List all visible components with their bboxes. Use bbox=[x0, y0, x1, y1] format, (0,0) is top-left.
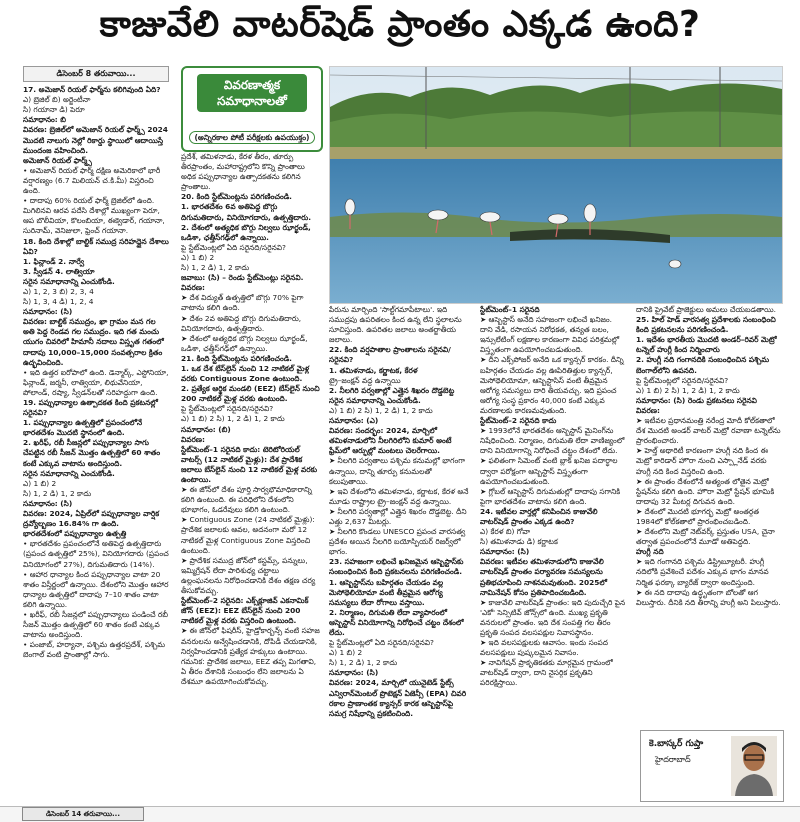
col1-line-7: • దాదాపు 60% రియల్ ఫార్మ్ బ్రెజిల్‌లో ఉంది. మిగిలినవి ఆరవ పదేసి దేశాల్లో ముఖ్యంగా పెరూ, ఆప బొలీవియా, కొలంబియా, ఈక్వెడార్, గయానా, సురినామ్, వెనిజులా, ఫ్రెంచ్ గయానా. bbox=[23, 196, 165, 236]
col3-line-10: ➤ ఇవి దేశంలోని తమిళనాడు, కర్ణాటక, కేరళ అనే మూడు రాష్ట్రాల ట్రై–జంక్షన్ వద్ద ఉన్నాయి. bbox=[329, 486, 469, 506]
col2-line-24: ➤ ఈ జోన్‌లో ఫిషరీస్, హైడ్రోకార్బన్స్ వంటి సహజ వనరులను అన్వేషించడానికి, దోపిడీ చేయడానికి, నిర్వహించడానికి ప్రత్యేక హక్కులు ఉంటాయి. bbox=[181, 626, 320, 656]
col1-line-5: అమెజాన్ రియల్ ఫార్మ్స్ bbox=[23, 155, 92, 165]
col1-line-13: సి) 1, 3, 4 డి) 1, 2, 4 bbox=[23, 297, 94, 307]
col1-line-1: ఎ) బ్రెజిల్ బి) అర్జెంటీనా bbox=[23, 95, 91, 105]
col1-line-15: వివరణ: బాల్టిక్ సముద్రం, ఖా గ్రామం మన గల అతి పెద్ద రెండవ గల సముద్రం. ఇది గత మంచు యుగం చివరిలో హిమానీ నదాలు విస్తృత గతంలో దాదాపు 10,000–15,000 సంవత్సరాల క్రితం ఉద్భవించింది. bbox=[23, 317, 164, 367]
col2-line-14: 2. ప్రత్యేక ఆర్థిక మండలి (EEZ) బేస్‌లైన్ నుంచి 200 నాటికల్ మైళ్ల వరకు ఉంటుంది. bbox=[181, 384, 320, 404]
col4-line-14: ➤ నావిగేషన్ ప్రాకృతికతకు మార్గమైన గ్రామంలో వాటర్‌షెడ్ ద్వారా, దాని నైసర్గిక ప్రకృతిని పరిరక్షిస్తాయి. bbox=[480, 658, 613, 688]
col3-line-6: ఎ) 1 బి) 2 సి) 1, 2 డి) 1, 2 కాదు bbox=[329, 405, 433, 415]
col5-line-2: 1. ఇదేశం భారతీయ మొదటి అండర్–రివర్ మెట్రో టన్నెల్ హుగ్లీ కింద నిర్మించారు bbox=[636, 335, 777, 355]
col1-line-21: ఎ) 1 బి) 2 bbox=[23, 478, 57, 488]
col3-line-12: ➤ నీలగిరి కొండలు UNESCO ప్రపంచ వారసత్వ ప్రదేశం అయిన నీలగిరి బయోస్ఫియర్ రిజర్వ్‌లో భాగం. bbox=[329, 527, 466, 557]
column-1 bbox=[23, 66, 169, 802]
col1-line-9: 1. ఫిన్లాండ్ 2. నార్వే bbox=[23, 256, 85, 266]
col3-line-9: ➤ నీలగిరి పర్వతాలు పశ్చిమ కనుమల్లో భాగంగా ఉన్నాయి, దాన్ని తూర్పు కనుమలతో కలుపుతాయి. bbox=[329, 456, 466, 486]
col1-line-29: • పంజాబ్, హర్యానా, పశ్చిమ ఉత్తరప్రదేశ్, పశ్చిమ బెంగాల్ వంటి ప్రాంతాల్లో సాగు. bbox=[23, 640, 166, 660]
col2-line-10: ➤ దేశం 2వ అతిపెద్ద బొగ్గు దిగుమతిదారు, వినియోగదారు, ఉత్పత్తిదారు. bbox=[181, 313, 302, 333]
col3-line-15: 2. నిర్మాణం, దిగుమతి లేదా వ్యాపారంలో ఆస్బెస్టాస్ వినియోగాన్ని నిరోధించే చట్టం దేశంలో లేదు. bbox=[329, 607, 464, 637]
col1-line-12: ఎ) 1, 2, 3 బి) 2, 3, 4 bbox=[23, 286, 94, 296]
col1-line-25: భారతదేశంలో పప్పుధాన్యాల ఉత్పత్తి bbox=[23, 529, 127, 539]
col3-line-20: వివరణ: 2024, మార్చిలో యునైటెడ్ స్టేట్స్ ఎన్విరాన్‌మెంటల్ ప్రొటెక్షన్ ఏజెన్సీ (EPA) చివరి రకాల ప్రాణాంతక క్యాన్సర్ కారక ఆస్బెస్టాస్‌పై సమగ్ర నిషేధాన్ని ప్రకటించింది. bbox=[329, 678, 467, 718]
col1-line-8: 18. కింది దేశాల్లో బాల్టిక్ సముద్ర సరిహద్దైన దేశాలు ఏవి? bbox=[23, 236, 169, 256]
col3-line-13: 23. సహజంగా లభించే ఖనిజమైన ఆస్బెస్టాస్‌కు సంబంధించిన కింది ప్రకటనలను పరిగణించండి. bbox=[329, 557, 464, 577]
col1-line-24: వివరణ: 2024, ఏప్రిల్‌లో పప్పుధాన్యాల వార్షిక ద్రవ్యోల్బణం 16.84% గా ఉంది. bbox=[23, 509, 160, 529]
col4-line-1: ➤ ఆస్బెస్టాస్ అనేది సహజంగా లభించే ఖనిజం. దాని వేడి, రసాయన నిరోధకత, తన్యత బలం, ఇన్సులేటింగ్ లక్షణాల కారణంగా వివిధ పరిశ్రమల్లో విస్తృతంగా ఉపయోగించబడుతుంది. bbox=[480, 315, 620, 355]
column-3 bbox=[329, 305, 472, 800]
col1-line-22: సి) 1, 2 డి) 1, 2 కాదు bbox=[23, 488, 92, 498]
col2-line-20: ➤ ఈ జోన్‌లో దేశం పూర్తి సార్వభౌమాధికారాన్ని కలిగి ఉంటుంది. ఈ పరిధిలోని దేశంలోని భూభాగం, ఓడరేవులు కలిగి ఉంటుంది. bbox=[181, 485, 312, 515]
col5-line-5: ఎ) 1 బి) 2 సి) 1, 2 డి) 1, 2 కాదు bbox=[636, 385, 740, 395]
col5-line-7: వివరణ: bbox=[636, 405, 660, 415]
explained-answers-subtitle: (అన్నిరకాల పోటీ పరీక్షలకు ఉపయుక్తం) bbox=[189, 131, 315, 144]
col5-line-8: ➤ ఇటీవల ప్రధానమంత్రి నరేంద్ర మోదీ కోల్‌కతాలో దేశ మొదటి అండర్ వాటర్ మెట్రో రవాణా టన్నెల్‌ను ప్రారంభించారు. bbox=[636, 416, 781, 446]
col1-line-16: • ఇది ఉత్తర ఐరోపాలో ఉంది. డెన్మార్క్, ఎస్టోనియా, ఫిన్లాండ్, జర్మనీ, లాత్వియా, లిథువేనియా, పోలాండ్, రష్యా, స్వీడన్‌లతో సరిహద్దుగా ఉంది. bbox=[23, 367, 169, 397]
column-2 bbox=[181, 152, 321, 802]
col2-line-0: ప్రదేశ్, తమిళనాడు, కేరళ తీరం, తూర్పు తీరప్రాంతం, మహారాష్ట్రలోని కొన్ని ప్రాంతాలు అధిక పప్పుధాన్యాల ఉత్పాదకతను కలిగిన ప్రాంతాలు. bbox=[181, 152, 305, 192]
col1-line-0: 17. అమెజాన్ రియల్ ఫార్మ్‌ను కలిగివుంది ఏది? bbox=[23, 85, 161, 95]
col1-line-20: సరైన సమాధానాన్ని ఎంచుకోండి. bbox=[23, 468, 115, 478]
col2-line-3: 2. దేశంలో అత్యధిక బొగ్గు నిల్వలు ఝార్ఖండ్, ఒడిశా, ఛత్తీస్‌గఢ్‌లో ఉన్నాయి. bbox=[181, 222, 311, 242]
col5-line-6: సమాధానం: (సి) రెండు ప్రకటనలు సరైనవి bbox=[636, 395, 757, 405]
date-banner: డిసెంబర్ 8 తరువాయి... bbox=[23, 66, 169, 82]
col2-line-25: గమనిక: ప్రాదేశిక జలాలు, EEZ తప్ప మిగతావి, ఏ తీరం దేశానికి సంబంధం లేని జలాలను ఏ దేశమూ ఉపయోగించుకోవచ్చు. bbox=[181, 656, 317, 686]
col1-line-23: సమాధానం: (సి) bbox=[23, 498, 73, 508]
col1-line-2: సి) గయానా డి) పెరూ bbox=[23, 105, 85, 115]
col2-line-4: పై స్టేట్‌మెంట్లలో ఏది సరైనది/సరైనవి? bbox=[181, 242, 286, 252]
col1-line-10: 3. స్వీడన్ 4. లాత్వియా bbox=[23, 266, 95, 276]
col1-line-6: • అమెజాన్ రియల్ ఫార్మ్ దక్షిణ అమెరికాలో భారీ వర్షారణ్యం (6.7 మిలియన్ చ.కి.మీ) విస్తరించి ఉంది. bbox=[23, 165, 161, 196]
col3-line-1: 22. కింది వర్షపాతాల ప్రాంతాలను సరైనవి/సరైనవి? bbox=[329, 345, 451, 365]
col4-line-6: ➤ గ్లోబల్ ఆస్బెస్టాస్ దిగుమతుల్లో దాదాపు సగానికి పైగా భారతదేశం వాటాను కలిగి ఉంది. bbox=[480, 486, 621, 506]
author-name: కె.బాస్కర్ గుప్తా bbox=[649, 739, 704, 749]
col5-line-14: ➤ ఇది గంగానది పశ్చిమ డిస్ట్రిబ్యూటరీ. హుగ్లీ నదిలోకి ప్రవేశించే పదేశం ఎక్కువ భాగం మానవ నిర్మిత ఫరక్కా బ్యారేజ్ ద్వారా అందిస్తుంది. bbox=[636, 557, 769, 587]
explained-answers-box bbox=[181, 66, 323, 152]
col2-line-12: 21. కింది స్టేట్‌మెంట్లను పరిగణించండి. bbox=[181, 353, 292, 363]
col4-line-10: సమాధానం: (సి) bbox=[480, 547, 530, 557]
col2-line-11: ➤ దేశంలో అత్యధిక బొగ్గు నిల్వలు ఝార్ఖండ్, ఒడిశా, ఛత్తీస్‌గఢ్‌లో ఉన్నాయి. bbox=[181, 333, 308, 353]
col5-line-13: హుగ్లీ నది bbox=[636, 547, 664, 557]
col3-line-4: 2. నీలగిరి పర్వతాల్లో ఎత్తైన శిఖరం దొడ్డబెట్ట bbox=[329, 385, 455, 395]
col2-line-21: ➤ Contiguous Zone (24 నాటికల్ మైళ్లు): ప్రాదేశిక జలాలకు ఆవల, అదనంగా మరో 12 నాటికల్ మైళ్ల Contiguous Zone విస్తరించి ఉంటుంది. bbox=[181, 515, 315, 555]
col2-line-13: 1. ఒక దేశ బేస్‌లైన్ నుంచి 12 నాటికల్ మైళ్ల వరకు Contiguous Zone ఉంటుంది. bbox=[181, 363, 310, 384]
col5-line-10: ➤ ఈ ప్రాంతం దేశంలోనే అత్యంత లోతైన మెట్రో స్టేషన్‌ను కలిగి ఉంది. హౌరా మెట్రో స్టేషన్ భూమికి దాదాపు 32 మీటర్ల దిగువన ఉంది. bbox=[636, 476, 775, 506]
col2-line-9: ➤ దేశ విద్యుత్ ఉత్పత్తిలో బొగ్గు 70% పైగా వాటాను కలిగి ఉంది. bbox=[181, 293, 304, 313]
author-box bbox=[640, 730, 784, 802]
col2-line-19: స్టేట్‌మెంట్–1 సరైనది కాదు: టెరిటోరియల్ వాటర్స్ (12 నాటికల్ మైళ్లు): దేశ ప్రాదేశిక జలాలు బేస్‌లైన్ నుంచి 12 నాటికల్ మైళ్ల వరకు ఉంటాయి. bbox=[181, 444, 318, 484]
col2-line-17: సమాధానం: (బి) bbox=[181, 424, 231, 434]
col5-line-15: ➤ ఈ నది దాదాపు ఉద్ధృతంగా బోలతో ఆగ విలుస్తారు. దీనికి నది తీరాన్ని హుగ్లీ అని పిలుస్తారు. bbox=[636, 587, 781, 607]
col4-line-11: వివరణ: ఇటీవల తమిళనాడులోని కాజువేలి వాటర్‌షెడ్ ప్రాంతం పర్యావరణ సమస్యలను ప్రతిభచూపించి నాశనమవుతుంది. 2025లో నామినేషన్ కోసం ప్రతిపాదించబడింది. bbox=[480, 557, 608, 597]
col2-line-8: వివరణ: bbox=[181, 283, 205, 293]
col5-line-12: ➤ దేశంలోని మెట్రో నెట్‌వర్క్ ప్రస్తుతం USA, చైనా తర్వాత ప్రపంచంలోనే మూడో అతిపెద్దది. bbox=[636, 527, 775, 547]
col1-line-4: వివరణ: బ్రెజిల్‌లో అమెజాన్ రియల్ ఫార్మ్స్ 2024 మొదటి నాలుగు నెల్లో రికార్డు స్థాయిలో ఆదాయిస్తే ముందంజ వహించింది. bbox=[23, 125, 168, 155]
col4-line-7: 24. ఇటీవల వార్తల్లో కనిపించిన కాజువేలి వాటర్‌షెడ్ ప్రాంతం ఎక్కడ ఉంది? bbox=[480, 506, 598, 526]
col3-line-7: సమాధానం: (ఎ) bbox=[329, 416, 379, 426]
col2-line-16: ఎ) 1 బి) 2 సి) 1, 2 డి) 1, 2 కాదు bbox=[181, 414, 285, 424]
col3-line-19: సమాధానం: (సి) bbox=[329, 668, 379, 678]
column-5 bbox=[636, 305, 782, 725]
col3-line-16: పై స్టేట్‌మెంట్లలో ఏది సరైనది/సరైనవి? bbox=[329, 638, 434, 648]
col1-line-27: • ఆహార ధాన్యాల కింద పప్పుధాన్యాల వాటా 20 శాతం విస్తీర్ణంలో ఉన్నాయి. దేశంలోని మొత్తం ఆహార ధాన్యాల ఉత్పత్తిలో దాదాపు 7–10 శాతం వాటా కలిగి ఉన్నాయి. bbox=[23, 569, 169, 609]
col2-line-22: ➤ ప్రాదేశిక సముద్ర జోన్‌లో కస్టమ్స్, పన్నులు, ఇమ్మిగ్రేషన్ లేదా పారిశుధ్య చట్టాలు ఉల్లంఘనలను నిరోధించడానికి దేశం తక్షణ చర్య తీసుకోవచ్చు. bbox=[181, 555, 316, 596]
col3-line-3: ట్రై–జంక్షన్ వద్ద ఉన్నాయి bbox=[329, 375, 401, 385]
col4-line-3: స్టేట్‌మెంట్–2 సరైనది కాదు bbox=[480, 416, 557, 426]
col2-line-6: సి) 1, 2 డి) 1, 2 కాదు bbox=[181, 263, 250, 273]
col1-line-14: సమాధానం: (సి) bbox=[23, 307, 73, 317]
col3-line-2: 1. తమిళనాడు, కర్ణాటక, కేరళ bbox=[329, 365, 418, 375]
col1-line-17: 19. పప్పుధాన్యాల ఉత్పాదకత కింది ప్రకటనల్లో సరైనవి? bbox=[23, 398, 158, 418]
col3-line-17: ఎ) 1 బి) 2 bbox=[329, 648, 363, 658]
footer-date: డిసెంబర్ 14 తరువాయి... bbox=[22, 807, 144, 821]
col3-line-5: సరైన సమాధానాన్ని ఎంచుకోండి. bbox=[329, 395, 421, 405]
col5-line-1: 25. హిల్ హెడ్ వారసత్వ ప్రదేశాలకు సంబంధించి కింది ప్రకటనలను పరిగణించండి. bbox=[636, 315, 776, 335]
col2-line-15: పై స్టేట్‌మెంట్లలో సరైనది/సరైనవి? bbox=[181, 404, 274, 414]
col1-line-3: సమాధానం: బి bbox=[23, 115, 66, 125]
col2-line-2: 1. భారతదేశం 6వ అతిపెద్ద బొగ్గు దిగుమతిదారు, వినియోగదారు, ఉత్పత్తిదారు. bbox=[181, 202, 312, 222]
col4-line-5: ➤ ఫలితంగా సిమెంట్ వంటి బ్లాక్ ఖనిజ పదార్థాల ద్వారా పరోక్షంగా ఆస్బెస్టాస్ విస్తృతంగా ఉపయోగించబడుతుంది. bbox=[480, 456, 618, 486]
col4-line-8: ఎ) కేరళ బి) గోవా bbox=[480, 527, 531, 537]
author-photo bbox=[731, 736, 777, 796]
col1-line-11: సరైన సమాధానాన్ని ఎంచుకోండి. bbox=[23, 276, 115, 286]
col4-line-12: ➤ కాజువేలి వాటర్‌షెడ్ ప్రాంతం: ఇది పుదుచ్చేరి పైన 'ఎకో' సెన్సిటివ్ జోన్స్‌లో ఉంది. ముఖ్య ప్రకృతి వనరులలో ప్రాంతం. ఇది దేశ సంపత్తి గల తీరం ప్రకృతి సంపద వలసపక్షుల నివాసస్థానం. bbox=[480, 597, 626, 637]
headline: కాజువేలి వాటర్‌షెడ్ ప్రాంతం ఎక్కడ ఉంది? bbox=[99, 4, 701, 45]
col4-line-4: ➤ 1993లోనే భారతదేశం ఆస్బెస్టాస్ మైనింగ్‌ను నిషేధించింది. నిర్మాణం, దిగుమతి లేదా వాణిజ్యంలో దాని వినియోగాన్ని నిరోధించే చట్టం దేశంలో లేదు. bbox=[480, 426, 625, 456]
col3-line-11: ➤ నీలగిరి పర్వతాల్లో ఎత్తైన శిఖరం దొడ్డబెట్ట. దీని ఎత్తు 2,637 మీటర్లు. bbox=[329, 506, 467, 526]
col1-line-19: 2. ఖరీఫ్, రబీ సీజన్లలో పప్పుధాన్యాల సాగు చేపట్టిన రబీ సీజన్ మొత్తం ఉత్పత్తిలో 60 శాతం కంటే ఎక్కువ వాటాను అందిస్తుంది. bbox=[23, 438, 161, 468]
col4-line-2: ➤ దీని ఎక్స్‌పోజర్ అనేది ఒక క్యాన్సర్ కారకం. దీన్ని బహిర్గతం చేయడం వల్ల ఊపిరితిత్తుల క్యాన్సర్, మెసోథెలియోమా, ఆస్బెస్టాసిస్ వంటి తీవ్రమైన ఆరోగ్య సమస్యలు దారి తీయవచ్చు. ఇది ప్రపంచ ఆరోగ్య సంస్థ ప్రకారం 40,000 కంటే ఎక్కువ మరణాలకు కారణమవుతుంది. bbox=[480, 355, 624, 415]
wetland-image bbox=[330, 67, 782, 303]
col2-line-5: ఎ) 1 బి) 2 bbox=[181, 252, 215, 262]
col1-line-28: • ఖరీఫ్, రబీ సీజన్లలో పప్పుధాన్యాలు పండించే రబీ సీజన్ మొత్తం ఉత్పత్తిలో 60 శాతం కంటే ఎక్కువ వాటాను అందిస్తుంది. bbox=[23, 609, 168, 640]
col4-line-9: సి) తమిళనాడు డి) కర్ణాటక bbox=[480, 537, 558, 547]
col5-line-11: ➤ దేశంలో మొదటి భూగర్భ మెట్రో అంతర్గత 1984లో కోల్‌కతాలో ప్రారంభించబడింది. bbox=[636, 506, 759, 526]
col1-line-26: • భారతదేశం ప్రపంచంలోనే అతిపెద్ద ఉత్పత్తిదారు (ప్రపంచ ఉత్పత్తిలో 25%), వినియోగదారు (ప్రపంచ వినియోగంలో 27%), దిగుమతిదారు (14%). bbox=[23, 539, 169, 569]
column-4 bbox=[480, 305, 626, 800]
col2-line-1: 20. కింది స్టేట్‌మెంట్లను పరిగణించండి. bbox=[181, 192, 292, 202]
col5-line-3: 2. హుగ్లీ నది గంగానదికి సంబంధించిన పశ్చిమ బెంగాల్‌లోని ఉపనది. bbox=[636, 355, 770, 375]
col5-line-0: దానికి ప్రైవేట్ ప్రాజెక్టులు అమలు చేయబడతాయి. bbox=[636, 305, 776, 314]
wetland-photo bbox=[329, 66, 783, 304]
col5-line-9: ➤ హెల్త్ అథారిటీ కారణంగా హుగ్లీ నది కింద ఈ మెట్రో కారిడార్ హౌరా నుంచి ఎస్ప్లానేడ్ వరకు హుగ్లీ నది కింద విస్తరించి ఉంది. bbox=[636, 446, 768, 476]
col4-line-0: స్టేట్‌మెంట్–1 సరైనది bbox=[480, 305, 540, 314]
author-city: హైదరాబాద్ bbox=[655, 755, 691, 764]
col1-line-18: 1. పప్పుధాన్యాల ఉత్పత్తిలో ప్రపంచంలోనే భారతదేశం మొదటి స్థానంలో ఉంది. bbox=[23, 418, 143, 438]
col3-line-0: పేరును మార్చింది 'సాల్ట్‌గమాపీటాలు'. ఇది సముద్రపు ఉపరితలం కింద ఉన్న లేని స్థలాలను సూచిస్తుంది. ఉపరితల జలాలు అంతర్జాతీయ జలాలు. bbox=[329, 305, 462, 345]
col4-line-13: ➤ ఇది వలసపక్షులకు ఆవాసం. ఇందు సంపద వలసపక్షులు పుష్కలమైన నివాసం. bbox=[480, 638, 608, 658]
col3-line-8: వివరణ: సందర్భం: 2024, మార్చిలో తమిళనాడులోని నీలగిరిలోని కుమార్ అంటే ఫ్రేమ్‌లో ఆర్ఫుల్లో మంటలు చెలరేగాయి. bbox=[329, 426, 452, 456]
col3-line-18: సి) 1, 2 డి) 1, 2 కాదు bbox=[329, 658, 398, 668]
col2-line-18: వివరణ: bbox=[181, 434, 205, 444]
col2-line-23: స్టేట్‌మెంట్–2 సరైనది: ఎక్స్‌క్లూజివ్ ఎకనామిక్ జోన్ (EEZ): EEZ బేస్‌లైన్ నుంచి 200 నాటికల్ మైళ్ల వరకు విస్తరించి ఉంటుంది. bbox=[181, 596, 309, 626]
col3-line-14: 1. ఆస్బెస్టాస్‌ను బహిర్గతం చేయడం వల్ల మెసోథెలియోమా వంటి తీవ్రమైన ఆరోగ్య సమస్యలు లేదా రోగాలు వస్తాయి. bbox=[329, 577, 444, 607]
col2-line-7: జవాబు: (సి) – రెండు స్టేట్‌మెంట్లు సరైనవి. bbox=[181, 273, 304, 283]
explained-answers-title: వివరణాత్మక సమాధానాలతో bbox=[197, 74, 307, 112]
col5-line-4: పై స్టేట్‌మెంట్లలో సరైనది/సరైనవి? bbox=[636, 375, 729, 385]
